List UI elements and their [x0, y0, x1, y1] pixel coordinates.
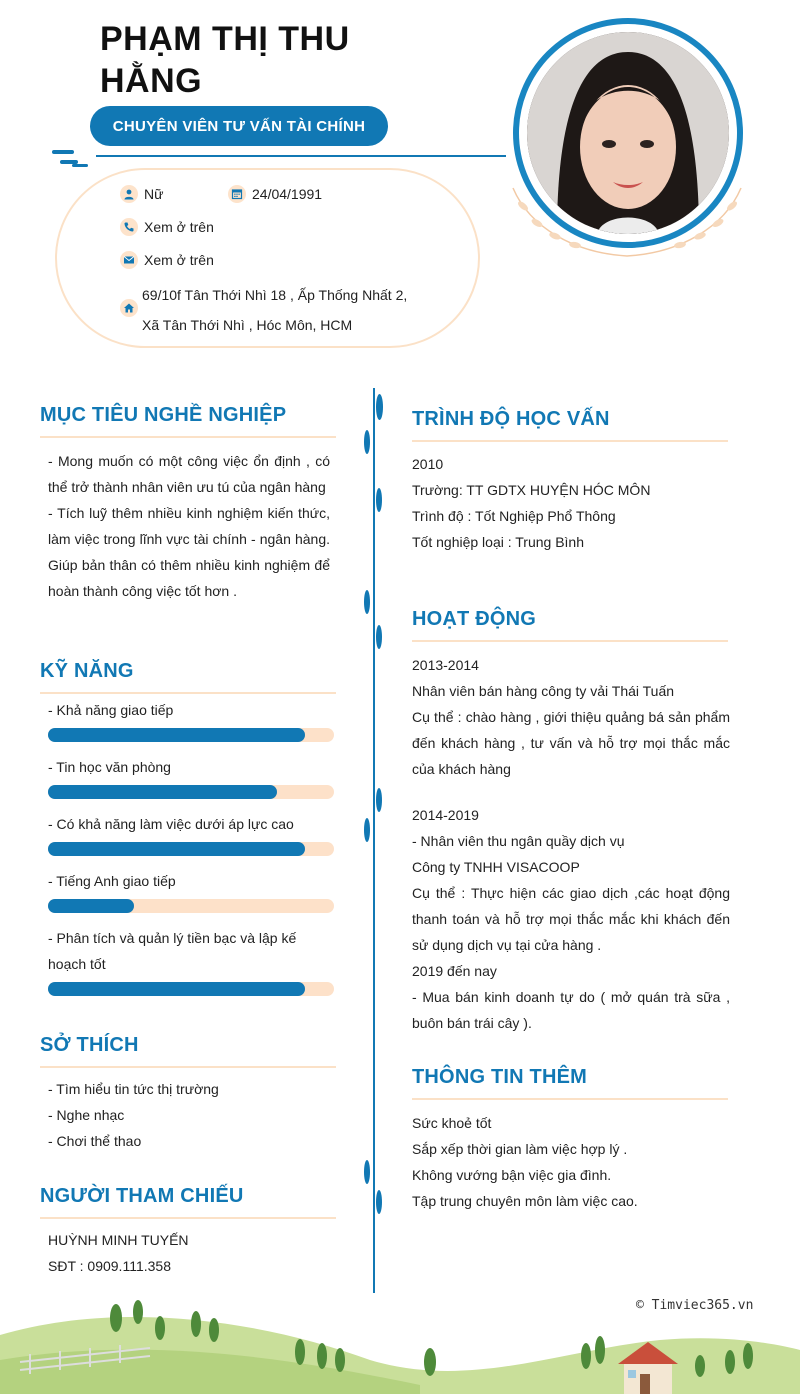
header-rule: [96, 155, 506, 157]
birthdate-row: [228, 185, 322, 203]
decor-leaf: [376, 488, 382, 512]
extra-info-heading: THÔNG TIN THÊM: [412, 1066, 588, 1088]
phone-icon: [120, 218, 138, 236]
job-title-badge: CHUYÊN VIÊN TƯ VẤN TÀI CHÍNH: [90, 106, 388, 146]
extra-info-item: Không vướng bận việc gia đình.: [412, 1167, 612, 1183]
references-heading: NGƯỜI THAM CHIẾU: [40, 1185, 244, 1207]
activity-period: 2014-2019: [412, 807, 479, 823]
hobbies-heading: SỞ THÍCH: [40, 1034, 139, 1056]
skills-heading: KỸ NĂNG: [40, 660, 134, 682]
decor-leaf: [376, 394, 383, 420]
activity-company: Công ty TNHH VISACOOP: [412, 859, 580, 875]
decor-dash: [52, 150, 74, 154]
education-block: [412, 451, 730, 555]
skill-bar: [48, 728, 334, 742]
education-grade: Tốt nghiệp loại : Trung Bình: [412, 534, 584, 550]
skill-item: [48, 754, 334, 799]
skill-bar: [48, 982, 334, 996]
decor-leaf: [376, 625, 382, 649]
skill-bar: [48, 785, 334, 799]
decor-dash: [72, 164, 88, 167]
skill-bar-fill: [48, 728, 305, 742]
activity-desc: - Mua bán kinh doanh tự do ( mở quán trà sữa , buôn bán trái cây ).: [412, 989, 730, 1031]
hobby-item: - Tìm hiểu tin tức thị trường: [48, 1081, 219, 1097]
section-rule: [40, 436, 336, 438]
home-icon: [120, 299, 138, 317]
gender-row: [120, 185, 163, 203]
objective-heading: MỤC TIÊU NGHỀ NGHIỆP: [40, 404, 287, 426]
education-heading: TRÌNH ĐỘ HỌC VẤN: [412, 408, 610, 430]
decor-leaf: [364, 818, 370, 842]
skill-label: - Tin học văn phòng: [48, 759, 171, 775]
extra-info-list: [412, 1110, 730, 1214]
section-rule: [40, 1217, 336, 1219]
decor-leaf: [364, 1160, 370, 1184]
email-value: Xem ở trên: [144, 252, 214, 268]
activities-heading: HOẠT ĐỘNG: [412, 608, 537, 630]
hobby-item: - Nghe nhạc: [48, 1107, 125, 1123]
skill-item: [48, 697, 334, 742]
skill-bar-fill: [48, 982, 305, 996]
section-rule: [412, 1098, 728, 1100]
profile-photo: [527, 32, 729, 234]
skill-item: [48, 925, 334, 996]
section-rule: [40, 692, 336, 694]
address-value: 69/10f Tân Thới Nhì 18 , Ấp Thống Nhất 2, Xã Tân Thới Nhì , Hóc Môn, HCM: [142, 287, 408, 333]
activity-desc: Cụ thể : chào hàng , giới thiệu quảng bá sản phẩm đến khách hàng , tư vấn và hỗ trợ mọi thắc mắc của khách hàng: [412, 709, 730, 777]
extra-info-item: Sức khoẻ tốt: [412, 1115, 492, 1131]
education-year: 2010: [412, 456, 444, 472]
calendar-icon: [228, 185, 246, 203]
activity-period: 2013-2014: [412, 657, 479, 673]
education-school: Trường: TT GDTX HUYỆN HÓC MÔN: [412, 482, 651, 498]
phone-value: Xem ở trên: [144, 219, 214, 235]
skill-label: - Tiếng Anh giao tiếp: [48, 873, 176, 889]
section-rule: [412, 440, 728, 442]
email-row: [120, 251, 214, 269]
reference-block: [48, 1227, 330, 1279]
skill-bar-fill: [48, 842, 305, 856]
education-level: Trình độ : Tốt Nghiệp Phổ Thông: [412, 508, 616, 524]
activity-role: - Nhân viên thu ngân quầy dịch vụ: [412, 833, 625, 849]
hobby-item: - Chơi thể thao: [48, 1133, 142, 1149]
birthdate-value: 24/04/1991: [252, 186, 323, 202]
candidate-name: PHẠM THỊ THU HẰNG: [100, 20, 350, 100]
reference-name: HUỲNH MINH TUYẾN: [48, 1232, 189, 1248]
skill-label: - Có khả năng làm việc dưới áp lực cao: [48, 816, 294, 832]
column-divider: [373, 388, 375, 1293]
activity-desc: Cụ thể : Thực hiện các giao dịch ,các hoạt động thanh toán và hỗ trợ mọi thắc mắc khi khách đến sử dụng dịch vụ tại cửa hàng .: [412, 885, 730, 953]
skill-bar-fill: [48, 899, 134, 913]
person-icon: [120, 185, 138, 203]
skill-bar-fill: [48, 785, 277, 799]
skill-bar: [48, 899, 334, 913]
extra-info-item: Tập trung chuyên môn làm việc cao.: [412, 1193, 638, 1209]
reference-phone: SĐT : 0909.111.358: [48, 1258, 171, 1274]
activity-role: Nhân viên bán hàng công ty vải Thái Tuấn: [412, 683, 675, 699]
skill-bar: [48, 842, 334, 856]
skill-label: - Khả năng giao tiếp: [48, 702, 174, 718]
envelope-icon: [120, 251, 138, 269]
gender-value: Nữ: [144, 186, 164, 202]
section-rule: [40, 1066, 336, 1068]
site-watermark: © Timviec365.vn: [636, 1298, 754, 1313]
profile-photo-frame: [505, 18, 750, 258]
landscape-illustration: [0, 1290, 800, 1394]
phone-row: [120, 218, 214, 236]
decor-leaf: [364, 590, 370, 614]
skill-item: [48, 868, 334, 913]
decor-leaf: [376, 788, 382, 812]
skill-item: [48, 811, 334, 856]
activity-period: 2019 đến nay: [412, 963, 497, 979]
objective-text: - Mong muốn có một công việc ổn định , có thể trở thành nhân viên ưu tú của ngân hàng - Tích luỹ thêm nhiều kinh nghiệm kiến thức, làm việc trong lĩnh vực tài chính - ngân hàng. Giúp bản thân có thêm nhiều kinh nghiệm để hoàn thành công việc tốt hơn .: [48, 453, 330, 599]
section-rule: [412, 640, 728, 642]
hobbies-list: [48, 1076, 330, 1154]
decor-leaf: [364, 430, 370, 454]
activities-block: [412, 652, 730, 1036]
extra-info-item: Sắp xếp thời gian làm việc hợp lý .: [412, 1141, 628, 1157]
decor-leaf: [376, 1190, 382, 1214]
skill-label: - Phân tích và quản lý tiền bạc và lập kế hoạch tốt: [48, 930, 297, 972]
